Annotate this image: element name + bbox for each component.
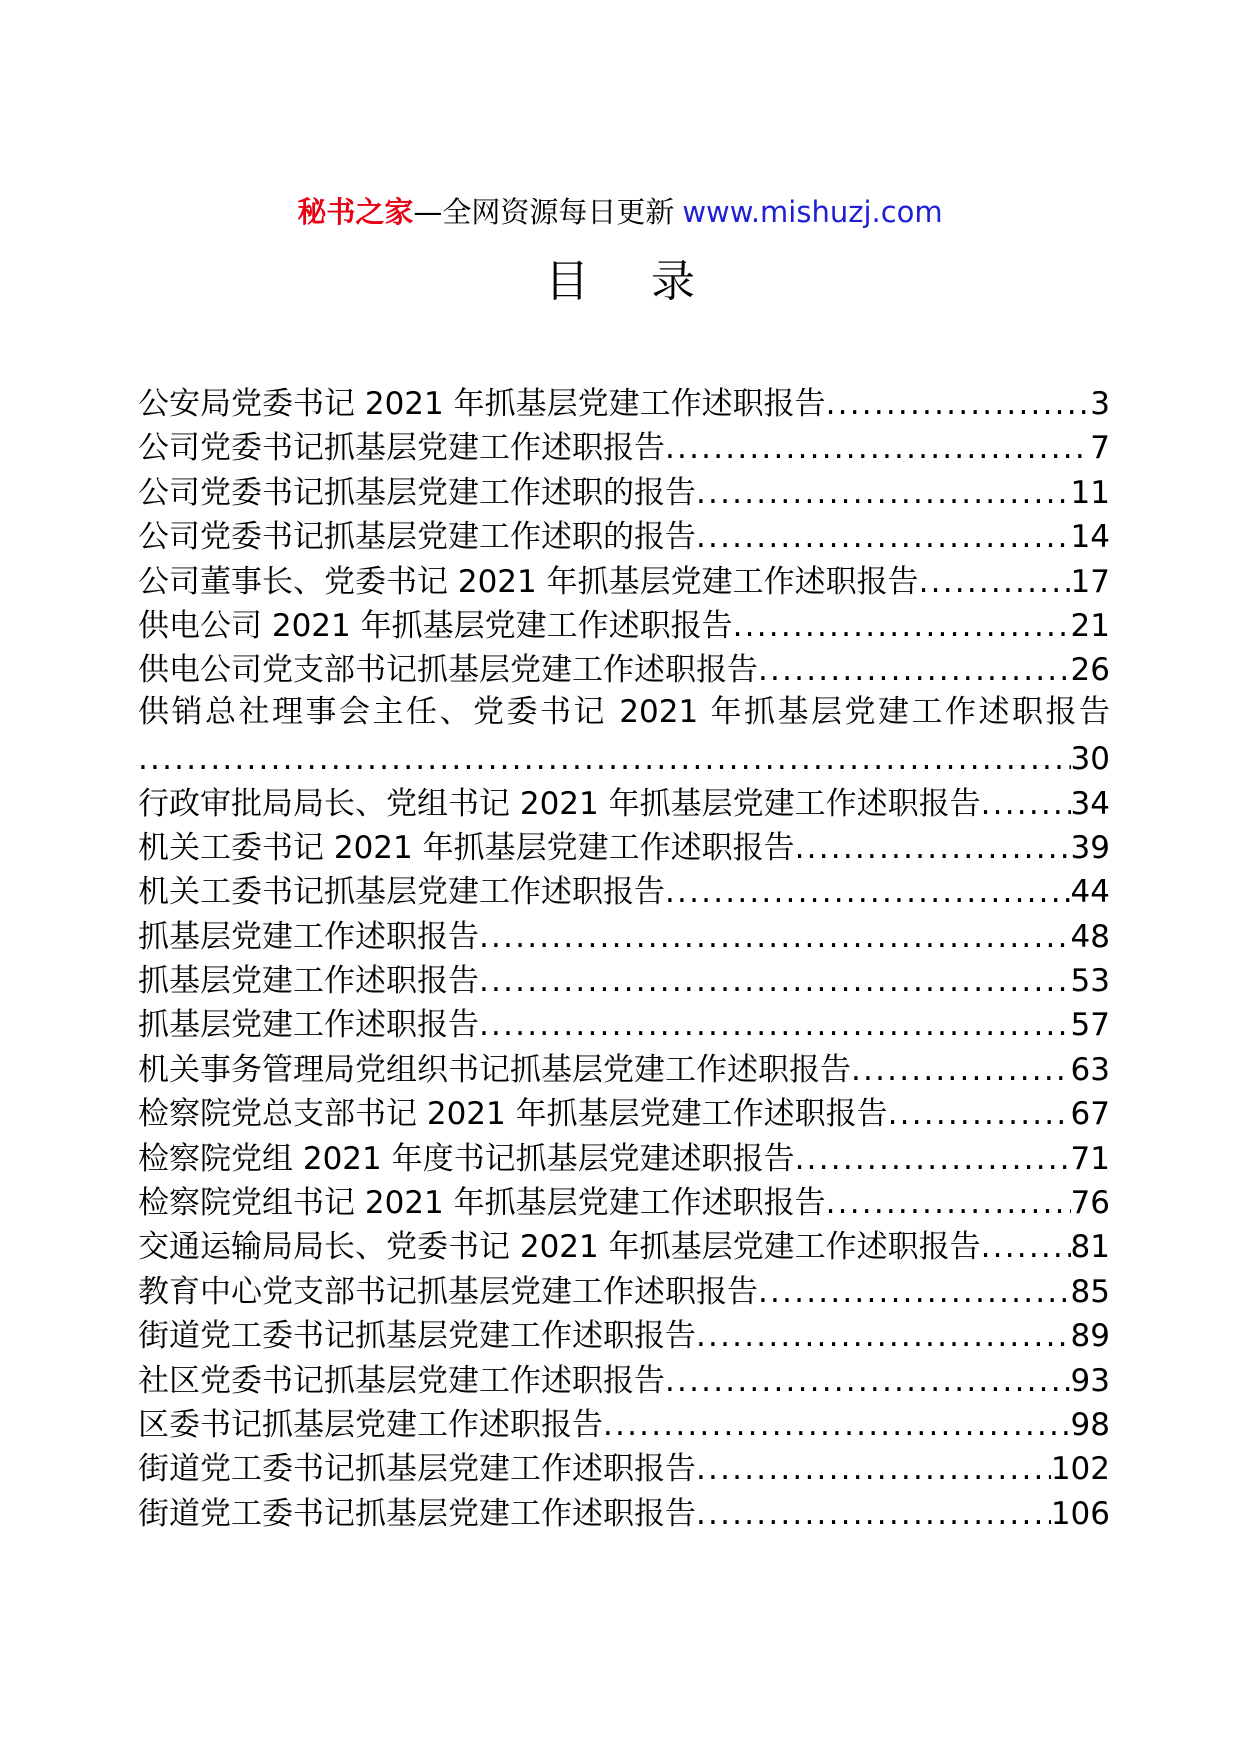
- toc-entry[interactable]: [138, 382, 1110, 426]
- dot-leader: [479, 959, 1071, 1003]
- brand-name: 秘书之家: [297, 195, 414, 229]
- toc-entry[interactable]: [138, 1314, 1110, 1358]
- toc-heading: 目 录: [545, 256, 719, 307]
- toc-entry-title: 街道党工委书记抓基层党建工作述职报告: [138, 1318, 696, 1355]
- toc-entry-title: 检察院党总支部书记 2021 年抓基层党建工作述职报告: [138, 1096, 888, 1133]
- dot-leader: [795, 826, 1071, 870]
- dot-leader: [603, 1403, 1071, 1447]
- toc-entry[interactable]: [138, 1403, 1110, 1447]
- toc-page-number: 34: [1070, 785, 1110, 822]
- toc-page-number: 26: [1070, 652, 1110, 689]
- dot-leader: [758, 648, 1071, 692]
- toc-page-number: 14: [1070, 519, 1110, 556]
- toc-page-number: 106: [1050, 1495, 1110, 1532]
- toc-page-number: 57: [1070, 1007, 1110, 1044]
- toc-entry-title: 行政审批局局长、党组书记 2021 年抓基层党建工作述职报告: [138, 785, 981, 822]
- toc-entry[interactable]: [138, 870, 1110, 914]
- toc-page-number: 30: [1070, 741, 1110, 778]
- toc-entry[interactable]: [138, 1092, 1110, 1136]
- dot-leader: [665, 426, 1090, 470]
- toc-entry[interactable]: [138, 515, 1110, 559]
- toc-entry[interactable]: [138, 782, 1110, 826]
- dot-leader: [826, 382, 1091, 426]
- toc-entry-title: 教育中心党支部书记抓基层党建工作述职报告: [138, 1273, 758, 1310]
- toc-entry-title: 抓基层党建工作述职报告: [138, 918, 479, 955]
- table-of-contents: [138, 382, 1110, 1536]
- toc-page-number: 67: [1070, 1096, 1110, 1133]
- toc-entry[interactable]: [138, 959, 1110, 1003]
- toc-page-number: 93: [1070, 1362, 1110, 1399]
- toc-page-number: 53: [1070, 963, 1110, 1000]
- toc-entry-title: 街道党工委书记抓基层党建工作述职报告: [138, 1451, 696, 1488]
- toc-entry[interactable]: [138, 1270, 1110, 1314]
- toc-entry-title: 机关工委书记 2021 年抓基层党建工作述职报告: [138, 829, 795, 866]
- toc-entry[interactable]: [138, 1181, 1110, 1225]
- toc-entry[interactable]: [138, 1447, 1110, 1491]
- dot-leader: [981, 1225, 1071, 1269]
- dot-leader: [479, 915, 1071, 959]
- toc-page-number: 89: [1070, 1318, 1110, 1355]
- site-slogan: —全网资源每日更新: [413, 195, 675, 229]
- toc-page-number: 71: [1070, 1140, 1110, 1177]
- toc-entry[interactable]: [138, 648, 1110, 692]
- dot-leader: [733, 604, 1071, 648]
- toc-entry[interactable]: [138, 471, 1110, 515]
- toc-entry-continuation: [138, 737, 1110, 781]
- toc-page-number: 85: [1070, 1273, 1110, 1310]
- toc-page-number: 21: [1070, 607, 1110, 644]
- toc-entry[interactable]: [138, 560, 1110, 604]
- toc-page-number: 48: [1070, 918, 1110, 955]
- toc-page-number: 39: [1070, 829, 1110, 866]
- toc-entry-title: 公司党委书记抓基层党建工作述职报告: [138, 430, 665, 467]
- dot-leader: [479, 1003, 1071, 1047]
- toc-entry[interactable]: [138, 693, 1110, 782]
- dot-leader: [665, 1359, 1071, 1403]
- toc-page-number: 11: [1070, 474, 1110, 511]
- toc-entry[interactable]: [138, 1003, 1110, 1047]
- dot-leader: [758, 1270, 1071, 1314]
- toc-entry[interactable]: [138, 1225, 1110, 1269]
- toc-entry[interactable]: [138, 426, 1110, 470]
- dot-leader: [696, 1314, 1071, 1358]
- toc-page-number: 17: [1070, 563, 1110, 600]
- toc-entry[interactable]: [138, 1048, 1110, 1092]
- dot-leader: [981, 782, 1071, 826]
- toc-entry-title: 抓基层党建工作述职报告: [138, 963, 479, 1000]
- dot-leader: [888, 1092, 1071, 1136]
- toc-page-number: 98: [1070, 1407, 1110, 1443]
- toc-entry-title: 检察院党组书记 2021 年抓基层党建工作述职报告: [138, 1185, 826, 1222]
- toc-entry-title: 公司党委书记抓基层党建工作述职的报告: [138, 474, 696, 511]
- site-url-link[interactable]: www.mishuzj.com: [682, 195, 943, 229]
- toc-page-number: 7: [1090, 430, 1110, 467]
- dot-leader: [826, 1181, 1071, 1225]
- toc-entry-title: 检察院党组 2021 年度书记抓基层党建述职报告: [138, 1140, 795, 1177]
- toc-entry-title: 供电公司党支部书记抓基层党建工作述职报告: [138, 652, 758, 689]
- toc-entry-title: 街道党工委书记抓基层党建工作述职报告: [138, 1495, 696, 1532]
- toc-entry-title: 交通运输局局长、党委书记 2021 年抓基层党建工作述职报告: [138, 1229, 981, 1266]
- dot-leader: [696, 1492, 1051, 1536]
- toc-entry-title: 公司董事长、党委书记 2021 年抓基层党建工作述职报告: [138, 563, 919, 600]
- toc-entry-title: 机关工委书记抓基层党建工作述职报告: [138, 874, 665, 911]
- toc-page-number: 44: [1070, 874, 1110, 911]
- toc-entry-title: 供电公司 2021 年抓基层党建工作述职报告: [138, 607, 733, 644]
- toc-entry-title: 机关事务管理局党组织书记抓基层党建工作述职报告: [138, 1051, 851, 1088]
- dot-leader: [665, 870, 1071, 914]
- toc-entry-title: 公安局党委书记 2021 年抓基层党建工作述职报告: [138, 386, 826, 422]
- toc-page-number: 63: [1070, 1051, 1110, 1088]
- toc-entry[interactable]: [138, 915, 1110, 959]
- toc-entry-title: 公司党委书记抓基层党建工作述职的报告: [138, 519, 696, 556]
- toc-entry[interactable]: [138, 826, 1110, 870]
- dot-leader: [851, 1048, 1071, 1092]
- toc-page-number: 102: [1050, 1451, 1110, 1488]
- dot-leader: [795, 1137, 1071, 1181]
- toc-page-number: 81: [1070, 1229, 1110, 1266]
- toc-page-number: 3: [1090, 386, 1110, 422]
- dot-leader: [696, 1447, 1051, 1491]
- dot-leader: [696, 515, 1071, 559]
- site-header: [0, 190, 1240, 234]
- toc-entry-title: 抓基层党建工作述职报告: [138, 1007, 479, 1044]
- toc-page-number: 76: [1070, 1185, 1110, 1222]
- toc-entry-title: 社区党委书记抓基层党建工作述职报告: [138, 1362, 665, 1399]
- toc-entry-title: 区委书记抓基层党建工作述职报告: [138, 1407, 603, 1443]
- dot-leader: [138, 737, 1071, 781]
- dot-leader: [696, 471, 1071, 515]
- toc-entry[interactable]: [138, 1359, 1110, 1403]
- toc-entry[interactable]: [138, 1492, 1110, 1536]
- toc-entry[interactable]: [138, 604, 1110, 648]
- toc-entry[interactable]: [138, 1137, 1110, 1181]
- toc-entry-title: 供销总社理事会主任、党委书记 2021 年抓基层党建工作述职报告: [138, 693, 1110, 730]
- dot-leader: [919, 560, 1071, 604]
